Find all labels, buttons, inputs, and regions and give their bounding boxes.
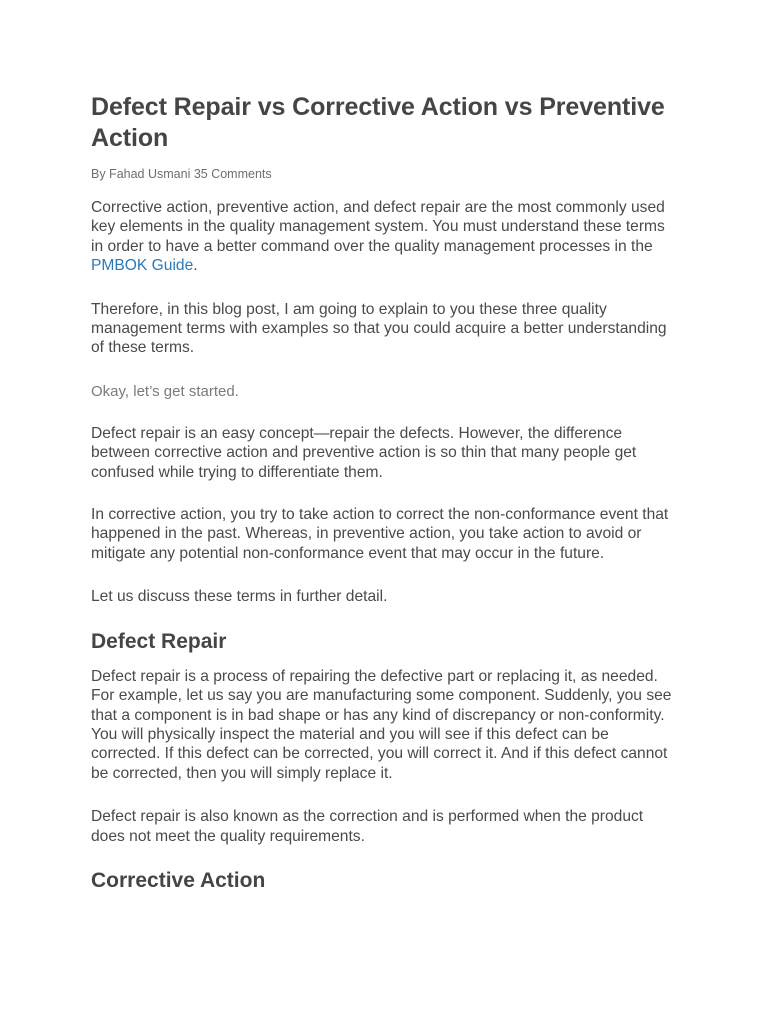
- intro-paragraph-6: Let us discuss these terms in further detail.: [91, 588, 388, 606]
- intro-paragraph-1-end: .: [193, 257, 198, 275]
- article-title: Defect Repair vs Corrective Action vs Preventive Action: [91, 93, 665, 152]
- intro-paragraph-1: [91, 198, 681, 276]
- section-heading-defect-repair: Defect Repair: [91, 629, 227, 653]
- intro-paragraph-4: Defect repair is an easy concept—repair the defects. However, the difference between corrective action and preventive action is so thin that many people get confused while trying to differentiate them.: [91, 424, 637, 481]
- pmbok-guide-link[interactable]: PMBOK Guide: [91, 257, 194, 275]
- intro-paragraph-2: Therefore, in this blog post, I am going to explain to you these three quality management terms with examples so that you could acquire a better understanding of these terms.: [91, 300, 667, 357]
- intro-paragraph-1-text: Corrective action, preventive action, and defect repair are the most commonly used key elements in the quality management system. You must understand these terms in order to have a better command over the quality management processes in the: [91, 199, 665, 255]
- section-heading-corrective-action: Corrective Action: [91, 868, 266, 892]
- intro-paragraph-3: Okay, let’s get started.: [91, 382, 239, 400]
- article: [91, 92, 681, 894]
- article-meta: By Fahad Usmani 35 Comments: [91, 167, 272, 181]
- defect-repair-paragraph-1: Defect repair is a process of repairing the defective part or replacing it, as needed. For example, let us say you are manufacturing some component. Suddenly, you see that a component is in bad shape or has any kind of discrepancy or non-conformity. You will physically inspect the material and you will see if this defect can be corrected. If this defect can be corrected, you will correct it. And if this defect cannot be corrected, then you will simply replace it.: [91, 667, 672, 782]
- intro-paragraph-5: In corrective action, you try to take action to correct the non-conformance event that happened in the past. Whereas, in preventive action, you take action to avoid or mitigate any potential non-conformance event that may occur in the future.: [91, 506, 669, 562]
- defect-repair-paragraph-2: Defect repair is also known as the correction and is performed when the product does not meet the quality requirements.: [91, 808, 644, 845]
